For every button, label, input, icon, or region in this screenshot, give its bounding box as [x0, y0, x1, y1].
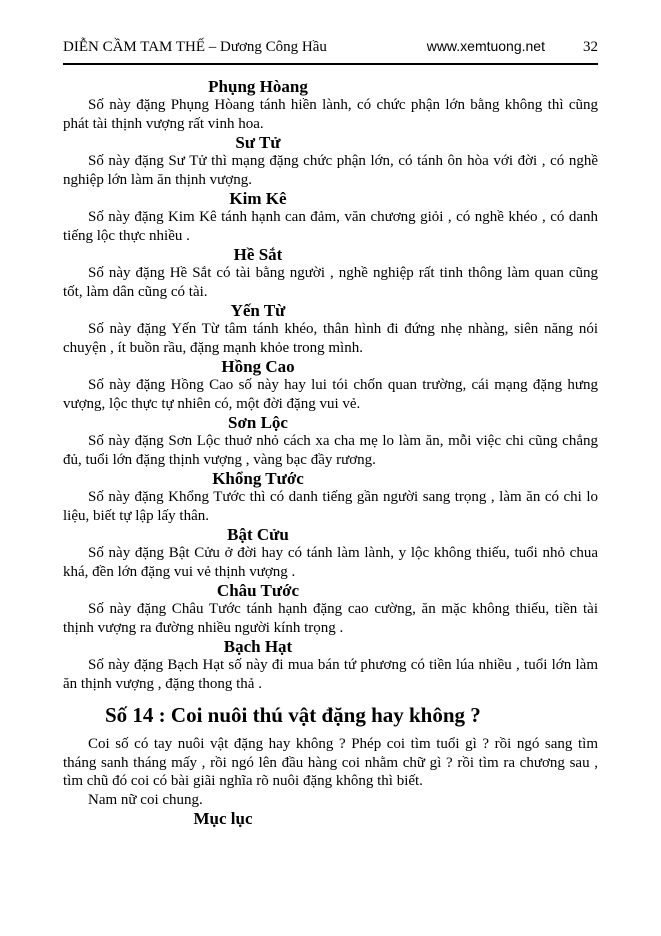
section-heading: Châu Tước [216, 581, 300, 600]
section-body: Số này đặng Yến Từ tâm tánh khéo, thân hình đi đứng nhẹ nhàng, siên năng nói chuyện , ít buồn rầu, đặng mạnh khỏe trong mình. [63, 321, 598, 356]
section-heading: Sơn Lộc [228, 413, 288, 432]
section-body: Số này đặng Bật Cửu ở đời hay có tánh làm lành, y lộc không thiếu, tuổi nhỏ chua khá, đền lớn đặng vui vẻ thịnh vượng . [63, 545, 598, 580]
section [63, 245, 598, 301]
section [63, 77, 598, 133]
section-body: Số này đặng Hề Sắt có tài bằng người , nghề nghiệp rất tinh thông làm quan cũng tốt, làm dân cũng có tài. [63, 265, 598, 300]
section [63, 581, 598, 637]
section [63, 133, 598, 189]
section-heading: Hồng Cao [221, 357, 295, 376]
section-body: Số này đặng Sơn Lộc thuở nhỏ cách xa cha mẹ lo làm ăn, mỗi việc chi cũng chẳng đủ, tuổi lớn đặng thịnh vượng , vàng bạc đầy rương. [63, 433, 598, 468]
section-body: Số này đặng Sư Tử thì mạng đặng chức phận lớn, có tánh ôn hòa với đời , có nghề nghiệp lớn làm ăn thịnh vượng. [63, 153, 598, 188]
section-heading: Hề Sắt [233, 245, 283, 264]
section-heading: Yến Từ [230, 301, 286, 320]
section [63, 413, 598, 469]
section-heading: Khổng Tước [212, 469, 304, 488]
section [63, 469, 598, 525]
section [63, 637, 598, 693]
section-14-title: Số 14 : Coi nuôi thú vật đặng hay không ? [105, 703, 481, 727]
page-number: 32 [583, 39, 598, 55]
section-14-paragraph: Coi số có tay nuôi vật đặng hay không ? Phép coi tìm tuổi gì ? rồi ngó sang tìm tháng sanh tháng mấy , rồi ngó lên đầu hàng coi nhằm chữ gì ? rồi tìm ra chương sau , tìm chũ đó coi có bài giãi nghĩa rõ nuôi đặng không thì biết. [63, 736, 598, 789]
section [63, 357, 598, 413]
section-body: Số này đặng Kim Kê tánh hạnh can đảm, văn chương giỏi , có nghề khéo , có danh tiếng lộc thực nhiều . [63, 209, 598, 244]
section-heading: Bạch Hạt [223, 637, 293, 656]
muc-luc-heading: Mục lục [193, 809, 253, 828]
section-body: Số này đặng Bạch Hạt số này đi mua bán tứ phương có tiền lúa nhiều , tuổi lớn làm ăn thịnh vượng , đặng thong thả . [63, 657, 598, 692]
section-14-note: Nam nữ coi chung. [88, 791, 203, 808]
section [63, 189, 598, 245]
website-url: www.xemtuong.net [426, 38, 545, 54]
section-body: Số này đặng Châu Tước tánh hạnh đặng cao cường, ăn mặc không thiếu, tiền tài thịnh vượng ra đường nhiều người kính trọng . [63, 601, 598, 636]
animal-sections [0, 65, 661, 693]
section-heading: Phụng Hòang [208, 77, 308, 96]
section [63, 525, 598, 581]
section-heading: Kim Kê [229, 189, 287, 208]
section-14 [0, 702, 661, 828]
book-title: DIỄN CẦM TAM THẾ – Dương Công Hầu [63, 39, 327, 55]
section [63, 301, 598, 357]
section-body: Số này đặng Khổng Tước thì có danh tiếng gần người sang trọng , làm ăn có chi lo liệu, biết tự lập lấy thân. [63, 489, 598, 524]
section-body: Số này đặng Hồng Cao số này hay lui tói chốn quan trường, cái mạng đặng hưng vượng, lộc thực tự nhiên có, một đời đặng vui vẻ. [63, 377, 598, 412]
section-heading: Bật Cửu [227, 525, 289, 544]
section-heading: Sư Tử [235, 133, 281, 152]
section-body: Số này đặng Phụng Hòang tánh hiền lành, có chức phận lớn bằng không thì cũng phát tài thịnh vượng rất vinh hoa. [63, 97, 598, 132]
page-header [63, 0, 598, 65]
